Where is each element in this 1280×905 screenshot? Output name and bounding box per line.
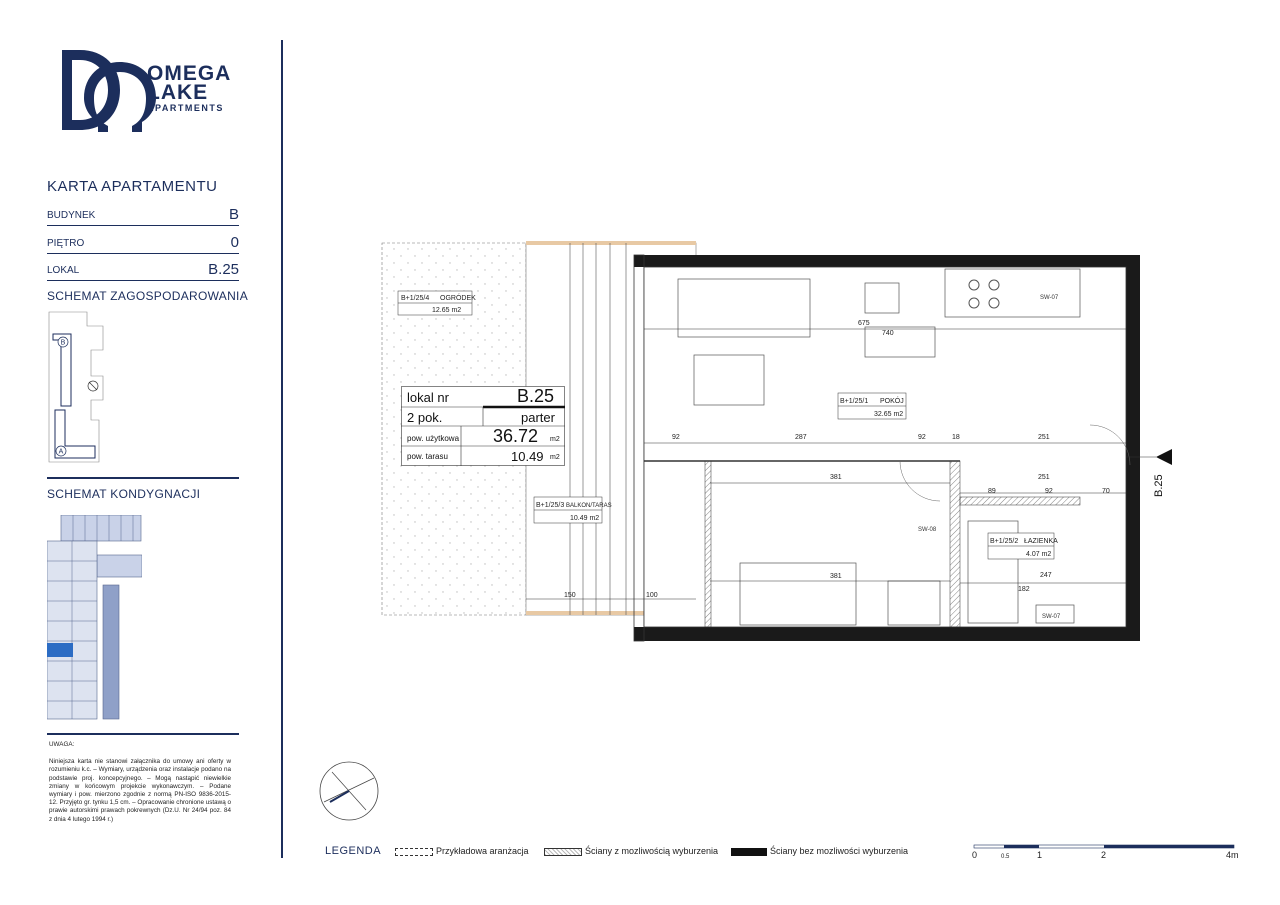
dim-label: 381 (830, 474, 842, 481)
room-area: 32.65 m2 (874, 411, 904, 418)
notes-text: Niniejsza karta nie stanowi załącznika do umowy ani oferty w rozumieniu k.c. – Wymiary, urządzenia oraz instalacje podano na podstawie proj. koncepcyjnego. – Mogą nastąpić niewielkie zmiany w końcowym projekcie wykonawczym. – Podane wymiary i pow. mierzono zgodnie z normą PN-ISO 9836-2015-12. Przyjęto gr. tynku 1,5 cm. – Opracowanie chronione ustawą o prawie autorskimi prawach pokrewnych (Dz.U. Nr 24/94 poz. 84 z dnia 4 lutego 1994 r.) (49, 758, 231, 823)
floor-plan-title: SCHEMAT KONDYGNACJI (47, 487, 201, 501)
room-area: 4.07 m2 (1026, 551, 1052, 558)
notes-heading: UWAGA: (49, 741, 75, 748)
dim-label: 251 (1038, 474, 1050, 481)
legend-title: LEGENDA (325, 845, 382, 857)
site-plan-title: SCHEMAT ZAGOSPODAROWANIA (47, 289, 248, 303)
north-arrow-icon (318, 760, 380, 822)
unit-number: B.25 (517, 386, 555, 406)
dim-label: 92 (918, 434, 926, 441)
room-id: B+1/25/2 (990, 538, 1019, 545)
dim-label: 92 (1045, 488, 1053, 495)
dim-label: 89 (988, 488, 996, 495)
dim-label: 381 (830, 573, 842, 580)
legend-item-arrangement (395, 846, 529, 856)
room-id: B+1/25/1 (840, 398, 869, 405)
sidebar (0, 0, 282, 905)
scale-tick: 0 (972, 850, 978, 860)
scale-tick: 2 (1101, 850, 1107, 860)
scale-tick: 0.5 (1001, 854, 1010, 860)
unit-floor: parter (521, 410, 555, 425)
site-label-a: A (58, 448, 64, 456)
legend-item-removable-walls (544, 846, 718, 856)
usable-area-label: pow. użytkowa (407, 434, 460, 443)
card-title: KARTA APARTAMENTU (47, 178, 218, 195)
row-floor-label: PIĘTRO (47, 238, 85, 249)
dim-label: 70 (1102, 488, 1110, 495)
dim-label: 182 (1018, 586, 1030, 593)
dim-label: 247 (1040, 572, 1052, 579)
row-building-value: B (228, 206, 239, 223)
dim-label: 100 (646, 592, 658, 599)
dim-label: 18 (952, 434, 960, 441)
room-area: 12.65 m2 (432, 307, 462, 314)
logo-line-3: APARTMENTS (147, 103, 224, 113)
terrace-area-value: 10.49 (511, 449, 544, 464)
room-name: BALKON/TARAS (566, 503, 612, 509)
solid-swatch-icon (731, 848, 767, 856)
row-floor (47, 231, 239, 254)
row-unit (47, 258, 239, 281)
room-id: B+1/25/4 (401, 295, 430, 302)
row-unit-value: B.25 (208, 261, 239, 278)
room-name: OGRÓDEK (440, 295, 476, 302)
scale-tick: 1 (1037, 850, 1043, 860)
hatched-swatch-icon (544, 848, 582, 856)
notes (49, 741, 231, 824)
logo-line-2: LAKE (147, 81, 209, 104)
unit-info-box (401, 386, 565, 466)
wall-tag: SW-08 (918, 527, 937, 533)
legend-item-label: Przykładowa aranżacja (436, 846, 529, 856)
dim-label: 92 (672, 434, 680, 441)
dim-label: 251 (1038, 434, 1050, 441)
row-floor-value: 0 (230, 234, 239, 251)
dashed-swatch-icon (395, 848, 433, 856)
scale-bar (970, 842, 1240, 862)
dim-label: 287 (795, 434, 807, 441)
terrace-area-label: pow. tarasu (407, 452, 448, 461)
sidebar-divider (281, 40, 283, 858)
room-name: POKÓJ (880, 398, 904, 405)
legend-item-load-bearing-walls (731, 846, 908, 856)
room-area: 10.49 m2 (570, 515, 600, 522)
row-building (47, 203, 239, 226)
site-plan-diagram (47, 310, 107, 466)
wall-tag: SW-07 (1040, 295, 1059, 301)
terrace-area-unit: m2 (550, 454, 560, 461)
legend-item-label: Ściany bez mozliwości wyburzenia (770, 846, 909, 856)
logo-line-1: OMEGA (147, 62, 232, 85)
floor-plan-diagram (47, 515, 142, 720)
wall-tag: SW-07 (1042, 614, 1061, 620)
dim-label: 150 (564, 592, 576, 599)
divider (47, 477, 239, 479)
logo-wordmark (147, 64, 231, 114)
scale-tick: 4m (1226, 850, 1239, 860)
dim-label: 740 (882, 330, 894, 337)
divider (47, 733, 239, 735)
unit-label: lokal nr (407, 390, 449, 405)
usable-area-value: 36.72 (493, 426, 539, 446)
unit-rooms: 2 pok. (407, 410, 443, 425)
legend-item-label: Ściany z mozliwością wyburzenia (585, 846, 719, 856)
row-building-label: BUDYNEK (47, 210, 96, 221)
row-unit-label: LOKAL (47, 265, 80, 276)
room-name: ŁAZIENKA (1024, 538, 1058, 545)
room-id: B+1/25/3 (536, 502, 565, 509)
site-label-b: B (60, 339, 66, 347)
unit-highlight (47, 643, 73, 657)
usable-area-unit: m2 (550, 436, 560, 443)
unit-tag: B.25 (1153, 474, 1165, 497)
dim-label: 675 (858, 320, 870, 327)
